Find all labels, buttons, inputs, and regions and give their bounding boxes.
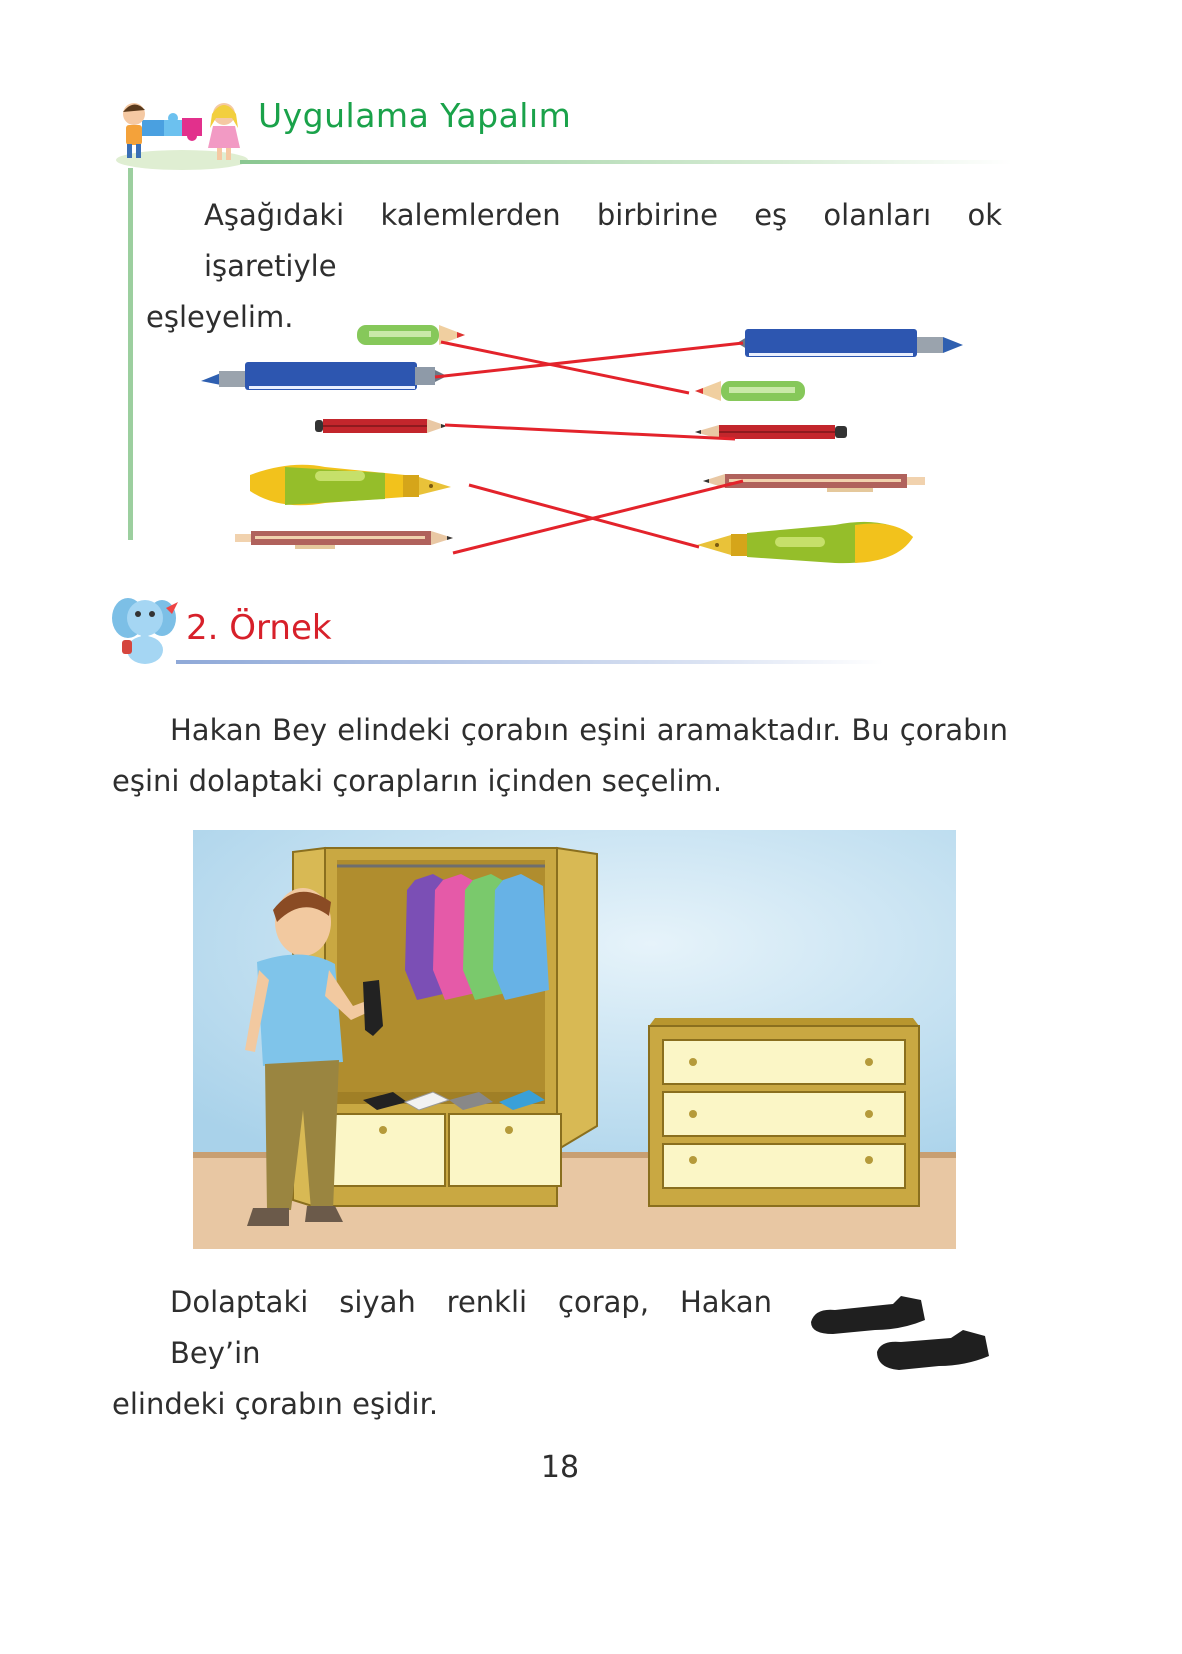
answer-line-2: elindeki çorabın eşidir. xyxy=(112,1387,439,1421)
matching-lines xyxy=(435,342,743,553)
pencil-matching-exercise xyxy=(195,315,975,577)
story-line-2: eşini dolaptaki çorapların içinden seçelim. xyxy=(112,764,723,798)
elephant-mascot xyxy=(108,588,182,668)
green-pencil-left xyxy=(357,325,465,345)
black-socks-pair xyxy=(805,1290,995,1386)
blue-marker-right xyxy=(737,329,963,357)
section-title-uygulama: Uygulama Yapalım xyxy=(258,96,572,135)
instruction-line-2: eşleyelim. xyxy=(146,300,294,334)
fountain-pen-right xyxy=(697,522,913,563)
dresser xyxy=(649,1018,919,1206)
hanging-shirts xyxy=(405,874,549,1000)
instruction-line-1: Aşağıdaki kalemlerden birbirine eş olanları ok işaretiyle xyxy=(204,198,1002,283)
green-pencil-right xyxy=(695,381,805,401)
red-pencil-left xyxy=(315,419,447,433)
section-underline-green xyxy=(240,160,1012,164)
story-line-1: Hakan Bey elindeki çorabın eşini aramaktadır. Bu çorabın xyxy=(170,713,1008,747)
kids-puzzle-illustration xyxy=(112,98,252,170)
brown-pencil-left xyxy=(235,531,453,549)
fountain-pen-left xyxy=(250,465,451,506)
section-underline-blue xyxy=(176,660,884,664)
wardrobe-scene-illustration xyxy=(193,830,956,1249)
answer-line-1: Dolaptaki siyah renkli çorap, Hakan Bey’in xyxy=(170,1285,772,1370)
section-title-ornek: 2. Örnek xyxy=(186,608,332,648)
section-side-bar-green xyxy=(128,168,133,540)
page-number: 18 xyxy=(540,1450,580,1485)
blue-marker-left xyxy=(201,362,447,390)
